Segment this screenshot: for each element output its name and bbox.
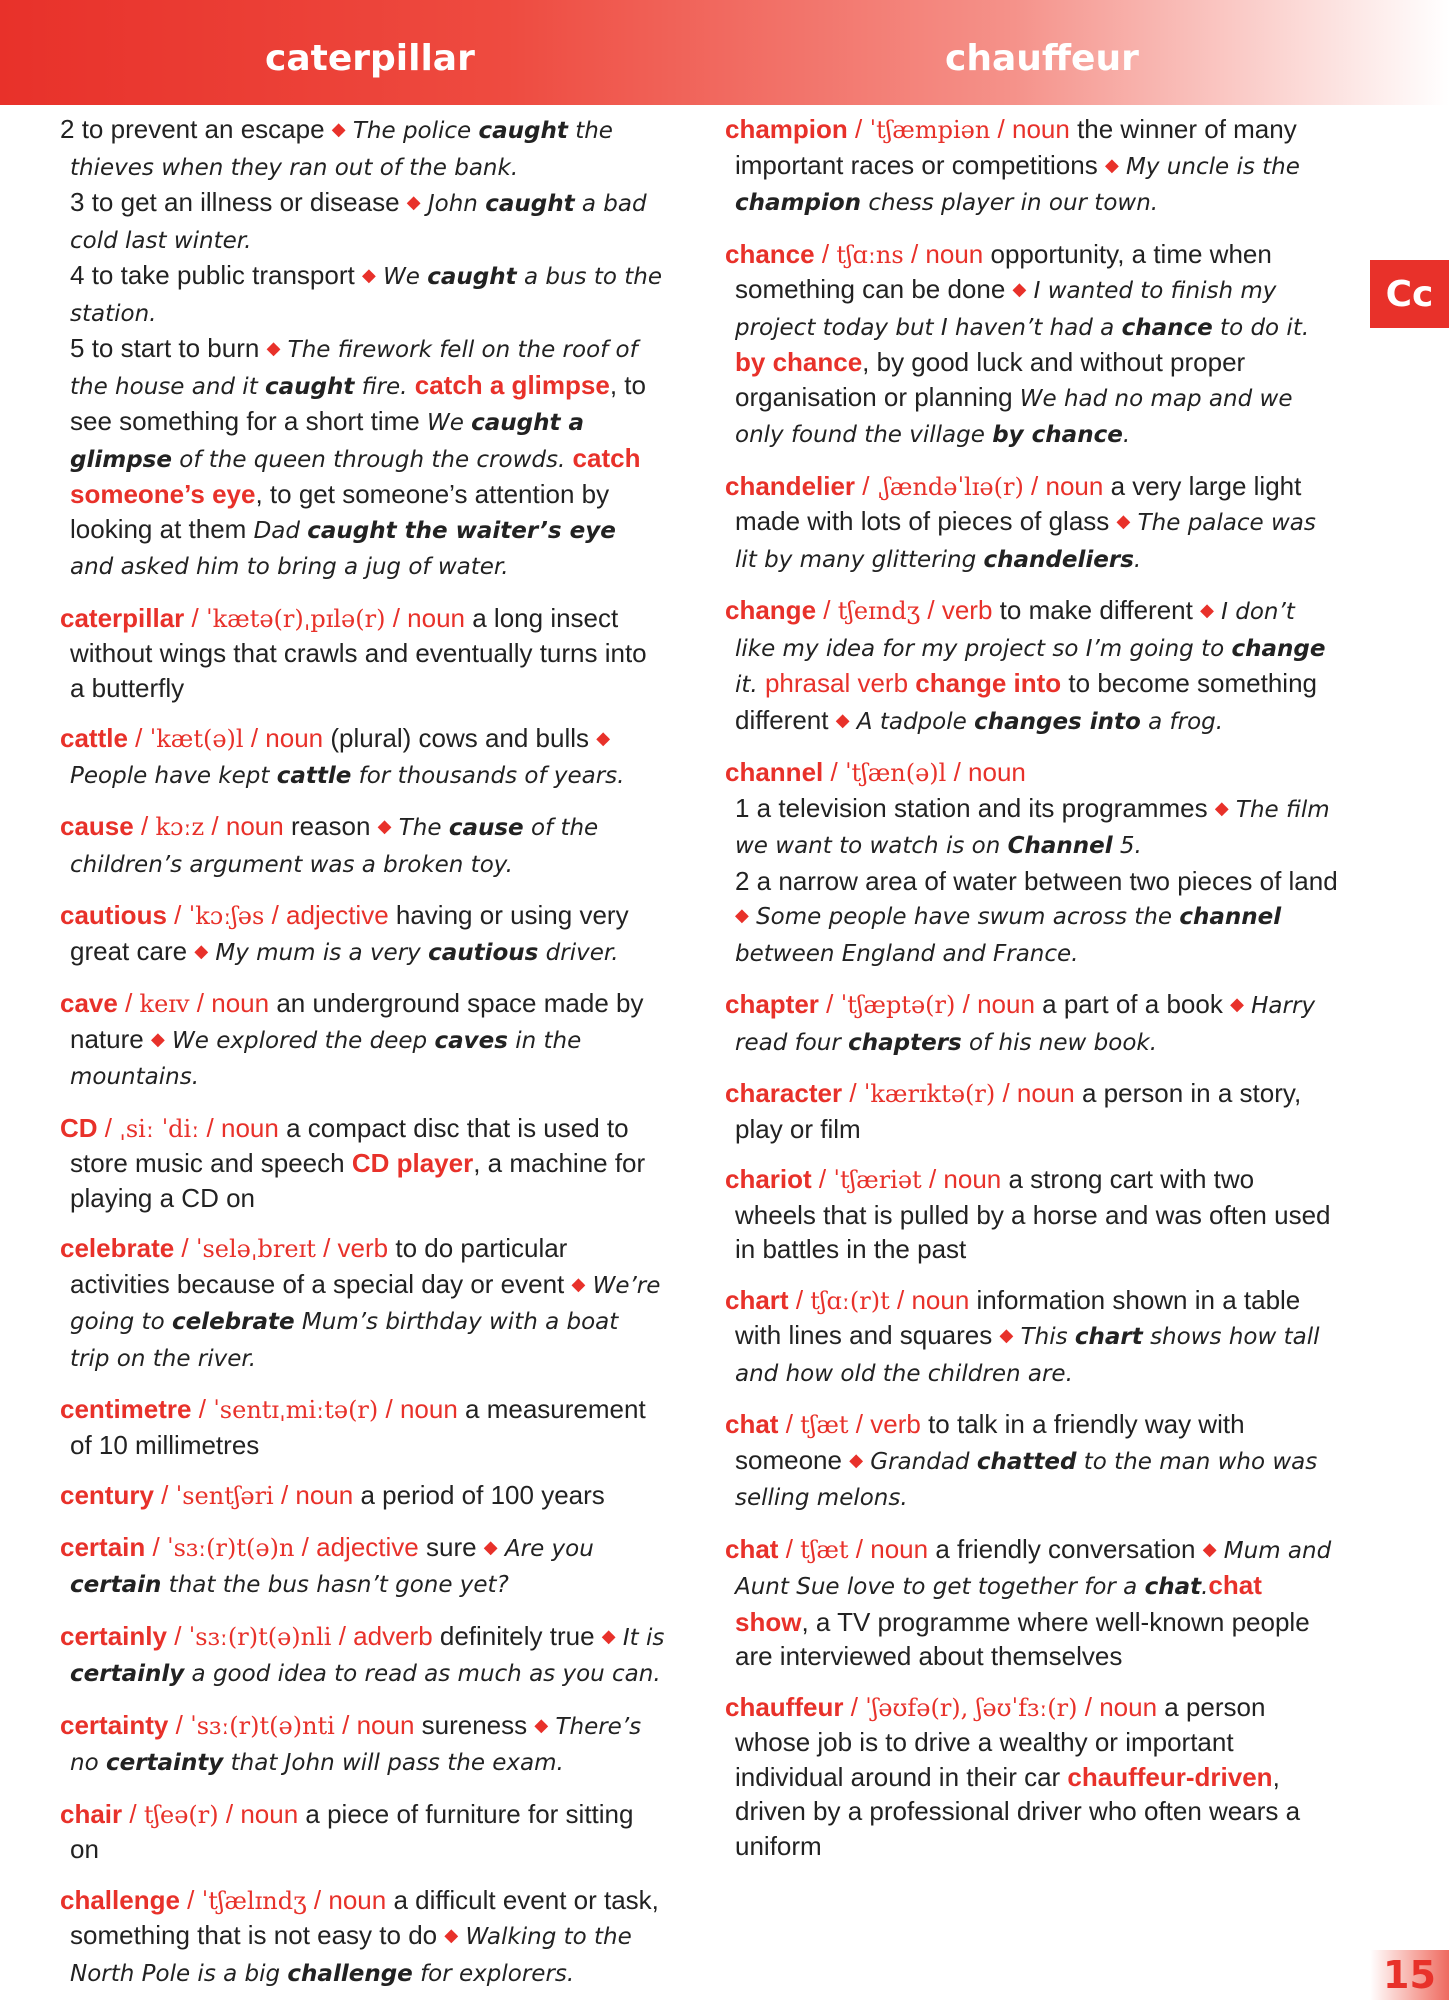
example: The cause of the children’s argument was a broken toy. [70, 815, 599, 878]
part-of-speech: noun [911, 1284, 970, 1315]
entry-channel: channel / ˈtʃæn(ə)l / noun 1 a television station and its programmes ◆ The film we want to watch is on Channel 5. 2 a narrow area of water between two pieces of land ◆ Some people have swum across the channel between England and France. [725, 757, 1338, 967]
bullet-icon: ◆ [150, 1028, 165, 1049]
headword: chat [725, 1409, 779, 1439]
part-of-speech: noun [265, 723, 324, 753]
part-of-speech: adverb [353, 1620, 433, 1651]
headword: challenge [60, 1884, 180, 1915]
example: The firework fell on the roof of the house and it caught fire. [70, 337, 638, 400]
example: I wanted to finish my project today but I haven’t had a chance to do it. [735, 278, 1310, 341]
definition: the winner of many important races or competitions [735, 114, 1297, 180]
bullet-icon: ◆ [596, 728, 611, 748]
pronunciation: tʃɑː(r)t [810, 1286, 890, 1315]
headword: celebrate [60, 1233, 175, 1263]
example: John caught a bad cold last winter. [70, 191, 647, 254]
right-column [725, 112, 1340, 1879]
headword: chauffeur [725, 1691, 844, 1722]
definition: definitely true [439, 1620, 595, 1651]
entry-cause: cause / kɔːz / noun reason ◆ The cause of the children’s argument was a broken toy. [60, 811, 599, 878]
sense-definition: to get an illness or disease [91, 187, 400, 217]
definition: a period of 100 years [360, 1480, 605, 1510]
bullet-icon: ◆ [194, 940, 209, 961]
pronunciation: ˈkæt(ə)l [149, 725, 244, 753]
right-guide-word: chauffeur [945, 38, 1139, 79]
phrase-definition: , to see something for a short time [70, 369, 646, 436]
definition: sure [425, 1531, 477, 1562]
definition: to do particular activities because of a special day or event [70, 1233, 568, 1299]
page-header [0, 0, 1449, 105]
headword: chart [725, 1284, 789, 1315]
part-of-speech: noun [295, 1480, 354, 1510]
definition: an underground space made by nature [70, 988, 644, 1054]
page-number: 15 [1370, 1950, 1449, 2000]
definition: opportunity, a time when something can be done [735, 238, 1272, 304]
example: Walking to the North Pole is a big challenge for explorers. [70, 1924, 632, 1987]
example: This chart shows how tall and how old the children are. [735, 1324, 1320, 1387]
part-of-speech: verb [941, 595, 993, 625]
pronunciation: ˈtʃæriət [833, 1166, 922, 1194]
bullet-icon: ◆ [331, 119, 346, 139]
sense-definition: 1 a television station and its programmes [735, 792, 1208, 823]
bullet-icon: ◆ [1012, 279, 1027, 299]
phrase: chauffeur-driven [1067, 1761, 1273, 1792]
sense-definition: 2 a narrow area of water between two pieces of land [735, 865, 1338, 896]
bullet-icon: ◆ [444, 1925, 459, 1945]
entry-champion: champion / ˈtʃæmpiən / noun the winner of many important races or competitions ◆ My uncle is the champion chess player in our town. [725, 114, 1300, 216]
headword: chariot [725, 1164, 812, 1194]
pronunciation: ˈsɜː(r)t(ə)nti [190, 1711, 335, 1740]
sense-definition: to prevent an escape [81, 114, 325, 144]
bullet-icon: ◆ [534, 1714, 549, 1735]
sense-number: 3 [70, 187, 85, 217]
part-of-speech: noun [1016, 1078, 1075, 1108]
entry-certain: certain / ˈsɜː(r)t(ə)n / adjective sure ◆ Are you certain that the bus hasn’t gone yet? [60, 1531, 594, 1598]
bullet-icon: ◆ [483, 1536, 498, 1557]
sense-number: 5 [70, 333, 85, 363]
part-of-speech: noun [925, 238, 984, 269]
pronunciation: ˈsɜː(r)t(ə)n [166, 1533, 295, 1562]
example: Some people have swum across the channel between England and France. [735, 904, 1282, 967]
example: The film we want to watch is on Channel 5. [735, 796, 1330, 859]
definition: reason [290, 811, 371, 841]
example: Harry read four chapters of his new book. [735, 993, 1316, 1056]
example: We caught a bus to the station. [70, 264, 662, 327]
catch-continuation [60, 112, 665, 585]
pronunciation: tʃɑːns [836, 240, 904, 269]
headword: cave [60, 988, 118, 1018]
bullet-icon: ◆ [1214, 797, 1229, 818]
entry-certainly: certainly / ˈsɜː(r)t(ə)nli / adverb definitely true ◆ It is certainly a good idea to read as much as you can. [60, 1620, 665, 1687]
entry-challenge: challenge / ˈtʃælɪndʒ / noun a difficult event or task, something that is not easy to do ◆ Walking to the North Pole is a big challenge for explorers. [60, 1884, 659, 1987]
bullet-icon: ◆ [601, 1625, 616, 1646]
pronunciation: ˌʃændəˈlɪə(r) [876, 472, 1024, 501]
pronunciation: tʃæt [800, 1411, 849, 1439]
definition: information shown in a table with lines and squares [735, 1284, 1301, 1350]
bullet-icon: ◆ [999, 1325, 1014, 1345]
entry-centimetre: centimetre / ˈsentɪˌmiːtə(r) / noun a measurement of 10 millimetres [60, 1394, 646, 1460]
part-of-speech: adjective [316, 1531, 419, 1562]
bullet-icon: ◆ [1202, 1538, 1217, 1559]
headword: chandelier [725, 470, 856, 501]
entry-century: century / ˈsentʃəri / noun a period of 100 years [60, 1480, 605, 1510]
pronunciation: tʃeə(r) [143, 1800, 219, 1829]
headword: certain [60, 1531, 146, 1562]
example: My mum is a very cautious driver. [215, 939, 619, 966]
example: It is certainly a good idea to read as much as you can. [70, 1624, 665, 1687]
phrase-definition: , a machine for playing a CD on [70, 1148, 646, 1213]
bullet-icon: ◆ [835, 709, 850, 730]
left-guide-word: caterpillar [265, 38, 475, 79]
phrase-definition: , driven by a professional driver who often wears a uniform [735, 1761, 1301, 1861]
bullet-icon: ◆ [1104, 154, 1119, 175]
example: I don’t like my idea for my project so I’m going to change it. [735, 599, 1326, 698]
example: The police caught the thieves when they ran out of the bank. [70, 118, 613, 181]
bullet-icon: ◆ [1230, 994, 1244, 1014]
part-of-speech: noun [1099, 1691, 1158, 1722]
definition: to talk in a friendly way with someone [735, 1409, 1245, 1475]
headword: caterpillar [60, 602, 185, 633]
example: The palace was lit by many glittering chandeliers. [735, 510, 1316, 573]
bullet-icon: ◆ [1116, 511, 1131, 531]
sense-definition: to start to burn [91, 333, 260, 363]
pronunciation: ˈtʃælɪndʒ [201, 1886, 307, 1915]
entry-chariot: chariot / ˈtʃæriət / noun a strong cart with two wheels that is pulled by a horse and was often used in battles in the past [725, 1164, 1331, 1264]
left-column [60, 112, 665, 2007]
headword: change [725, 595, 817, 625]
entry-cattle: cattle / ˈkæt(ə)l / noun (plural) cows and bulls ◆ People have kept cattle for thousands of years. [60, 723, 625, 789]
definition: (plural) cows and bulls [330, 723, 590, 753]
headword: century [60, 1480, 154, 1510]
part-of-speech: noun [399, 1394, 458, 1424]
pronunciation: ˈtʃæptə(r) [840, 991, 956, 1019]
phrase: catch someone’s eye [70, 442, 641, 509]
definition: a strong cart with two wheels that is pulled by a horse and was often used in battles in the past [735, 1164, 1331, 1264]
entry-cd: CD / ˌsiː ˈdiː / noun a compact disc that is used to store music and speech CD player, a machine for playing a CD on [60, 1112, 646, 1213]
example: There’s no certainty that John will pass the exam. [70, 1713, 642, 1776]
pronunciation: ˈtʃæmpiən [869, 116, 991, 144]
entry-chapter: chapter / ˈtʃæptə(r) / noun a part of a book ◆ Harry read four chapters of his new book. [725, 989, 1316, 1056]
headword: champion [725, 114, 848, 144]
entry-chair: chair / tʃeə(r) / noun a piece of furniture for sitting on [60, 1798, 634, 1864]
pronunciation: ˈsentʃəri [175, 1482, 274, 1510]
example: Are you certain that the bus hasn’t gone yet? [70, 1535, 594, 1598]
entry-celebrate: celebrate / ˈseləˌbreɪt / verb to do particular activities because of a special day or event ◆ We’re going to celebrate Mum’s birthday with a boat trip on the river. [60, 1233, 661, 1372]
part-of-speech: noun [870, 1533, 929, 1564]
definition: having or using very great care [70, 900, 629, 966]
example: We explored the deep caves in the mountains. [70, 1027, 582, 1090]
headword: certainly [60, 1620, 167, 1651]
pronunciation: ˈsentɪˌmiːtə(r) [213, 1396, 379, 1424]
example: Grandad chatted to the man who was selling melons. [735, 1448, 1318, 1511]
part-of-speech: noun [407, 602, 466, 633]
example: Mum and Aunt Sue love to get together for a chat. [735, 1537, 1332, 1600]
pronunciation: ˈsɜː(r)t(ə)nli [188, 1622, 332, 1651]
headword: cautious [60, 900, 167, 930]
phrasal-verb-definition: to become something different [735, 668, 1317, 735]
bullet-icon: ◆ [1200, 600, 1214, 620]
entry-cautious: cautious / ˈkɔːʃəs / adjective having or using very great care ◆ My mum is a very cautious driver. [60, 900, 629, 966]
sense-number: 2 [60, 114, 75, 144]
phrase-definition: , to get someone’s attention by looking at them [70, 479, 610, 544]
part-of-speech: verb [337, 1233, 389, 1263]
part-of-speech: noun [977, 989, 1035, 1019]
definition: a person whose job is to drive a wealthy or important individual around in their car [735, 1691, 1266, 1792]
phrase-definition: , a TV programme where well-known people are interviewed about themselves [735, 1606, 1310, 1671]
example: People have kept cattle for thousands of years. [70, 762, 625, 789]
pronunciation: tʃæt [800, 1535, 849, 1564]
entry-certainty: certainty / ˈsɜː(r)t(ə)nti / noun sureness ◆ There’s no certainty that John will pass the exam. [60, 1709, 642, 1776]
bullet-icon: ◆ [571, 1273, 586, 1294]
headword: character [725, 1078, 843, 1108]
phrase: by chance [735, 347, 863, 377]
entry-chauffeur: chauffeur / ˈʃəʊfə(r), ʃəʊˈfɜː(r) / noun a person whose job is to drive a wealthy or important individual around in their car chauffeur-driven, driven by a professional driver who often wears a uniform [725, 1691, 1301, 1861]
definition: a compact disc that is used to store music and speech [70, 1112, 629, 1178]
bullet-icon: ◆ [735, 905, 749, 925]
definition: to make different [999, 595, 1193, 625]
part-of-speech: verb [870, 1409, 921, 1439]
definition: a long insect without wings that crawls and eventually turns into a butterfly [70, 602, 647, 703]
bullet-icon: ◆ [377, 816, 392, 836]
example: My uncle is the champion chess player in our town. [735, 153, 1300, 216]
entry-caterpillar: caterpillar / ˈkætə(r)ˌpɪlə(r) / noun a long insect without wings that crawls and eventually turns into a butterfly [60, 602, 647, 703]
entry-chandelier: chandelier / ˌʃændəˈlɪə(r) / noun a very large light made with lots of pieces of glass ◆ The palace was lit by many glittering chandeliers. [725, 470, 1316, 573]
headword: centimetre [60, 1394, 192, 1424]
pronunciation: ˈkærɪktə(r) [863, 1080, 996, 1108]
part-of-speech: noun [240, 1798, 299, 1829]
part-of-speech: noun [221, 1112, 279, 1143]
entry-chart: chart / tʃɑː(r)t / noun information shown in a table with lines and squares ◆ This chart shows how tall and how old the children are. [725, 1284, 1320, 1387]
headword: certainty [60, 1709, 169, 1740]
bullet-icon: ◆ [361, 265, 376, 285]
headword: chat [725, 1533, 779, 1564]
entry-chance: chance / tʃɑːns / noun opportunity, a time when something can be done ◆ I wanted to finish my project today but I haven’t had a chance to do it. by chance, by good luck and without proper organisation or planning We had no map and we only found the village by chance. [725, 238, 1310, 448]
entry-cave: cave / keɪv / noun an underground space made by nature ◆ We explored the deep caves in the mountains. [60, 988, 644, 1090]
sense-number: 4 [70, 260, 85, 290]
entry-character: character / ˈkærɪktə(r) / noun a person in a story, play or film [725, 1078, 1302, 1144]
bullet-icon: ◆ [266, 338, 281, 358]
sense-definition: to take public transport [91, 260, 355, 290]
phrase: CD player [351, 1148, 474, 1178]
part-of-speech: noun [328, 1884, 387, 1915]
entry-change: change / tʃeɪndʒ / verb to make different ◆ I don’t like my idea for my project so I’m going to change it. phrasal verb change into to become something different ◆ A tadpole changes into a frog. [725, 595, 1326, 735]
phrasal-verb: phrasal verb change into [764, 668, 1062, 698]
definition: a difficult event or task, something that is not easy to do [70, 1884, 659, 1950]
pronunciation: kɔːz [155, 813, 205, 841]
headword: chair [60, 1798, 123, 1829]
pronunciation: ˈʃəʊfə(r), ʃəʊˈfɜː(r) [865, 1693, 1078, 1722]
definition: a measurement of 10 millimetres [70, 1394, 646, 1460]
bullet-icon: ◆ [406, 192, 421, 212]
part-of-speech: noun [968, 757, 1026, 787]
phrase-definition: , by good luck and without proper organisation or planning [735, 347, 1246, 412]
part-of-speech: noun [356, 1709, 415, 1740]
headword: channel [725, 757, 824, 787]
pronunciation: keɪv [139, 990, 190, 1018]
example: Dad caught the waiter’s eye and asked him to bring a jug of water. [70, 517, 616, 580]
definition: a person in a story, play or film [735, 1078, 1302, 1144]
definition: a part of a book [1042, 989, 1223, 1019]
example: We’re going to celebrate Mum’s birthday with a boat trip on the river. [70, 1272, 661, 1372]
pronunciation: ˌsiː ˈdiː [119, 1114, 200, 1143]
example: We caught a glimpse of the queen through the crowds. [70, 410, 585, 473]
pronunciation: tʃeɪndʒ [837, 597, 921, 625]
headword: chapter [725, 989, 819, 1019]
definition: a piece of furniture for sitting on [70, 1798, 634, 1864]
part-of-speech: noun [1011, 114, 1070, 144]
headword: cause [60, 811, 134, 841]
example: We had no map and we only found the village by chance. [735, 385, 1293, 448]
pronunciation: ˈkætə(r)ˌpɪlə(r) [206, 604, 386, 633]
pronunciation: ˈseləˌbreɪt [195, 1235, 316, 1263]
entry-chat-noun: chat / tʃæt / noun a friendly conversation ◆ Mum and Aunt Sue love to get together for a chat.chat show, a TV programme where well-known people are interviewed about themselves [725, 1533, 1332, 1671]
part-of-speech: noun [943, 1164, 1002, 1194]
definition: a very large light made with lots of pieces of glass [735, 470, 1302, 536]
definition: sureness [421, 1709, 528, 1740]
headword: chance [725, 238, 815, 269]
part-of-speech: noun [1045, 470, 1104, 501]
headword: cattle [60, 723, 128, 753]
headword: CD [60, 1112, 98, 1143]
phrase: chat show [735, 1570, 1262, 1637]
part-of-speech: adjective [286, 900, 389, 930]
entry-chat-verb: chat / tʃæt / verb to talk in a friendly way with someone ◆ Grandad chatted to the man who was selling melons. [725, 1409, 1318, 1511]
letter-tab: Cc [1370, 260, 1449, 328]
pronunciation: ˈkɔːʃəs [188, 902, 265, 930]
example: A tadpole changes into a frog. [856, 708, 1224, 735]
part-of-speech: noun [211, 988, 270, 1018]
part-of-speech: noun [225, 811, 284, 841]
bullet-icon: ◆ [849, 1449, 864, 1470]
definition: a friendly conversation [935, 1533, 1196, 1564]
phrase: catch a glimpse [414, 369, 610, 400]
pronunciation: ˈtʃæn(ə)l [844, 759, 947, 787]
